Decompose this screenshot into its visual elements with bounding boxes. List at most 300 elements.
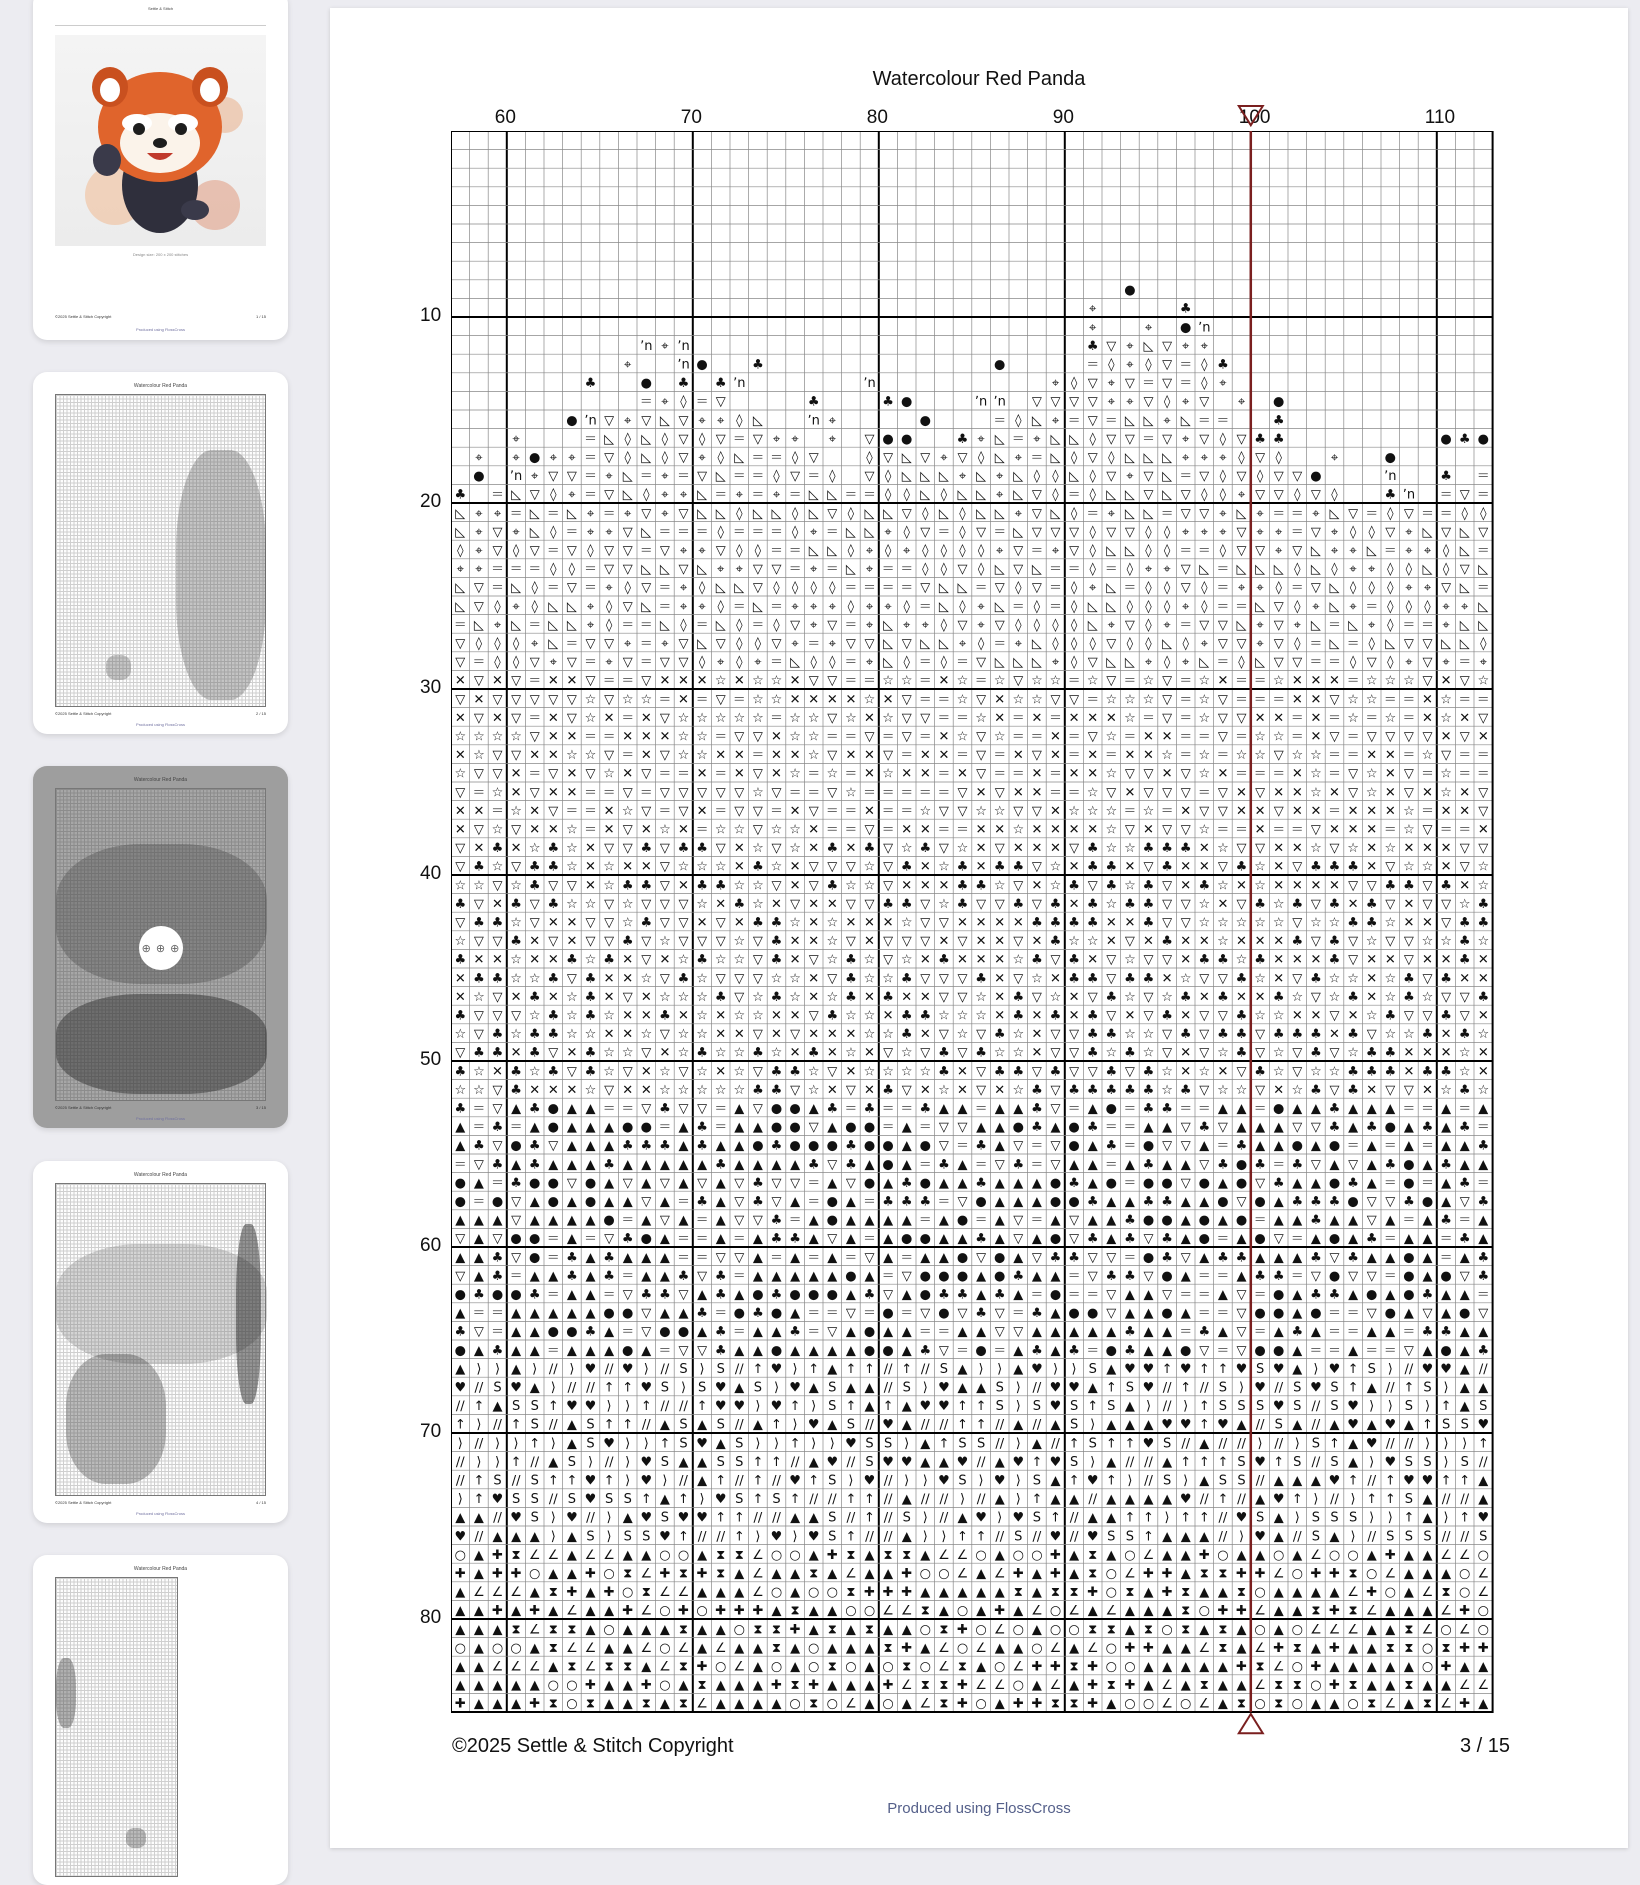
stitch-symbol: ⌖ [679, 487, 688, 503]
stitch-symbol: ♥ [1086, 1529, 1099, 1545]
chart-title: Watercolour Red Panda [872, 68, 1086, 90]
stitch-symbol: ☆ [733, 822, 746, 838]
stitch-symbol: ♣ [510, 1175, 522, 1191]
stitch-symbol: ☆ [528, 971, 541, 987]
more-options-button[interactable]: ⊕ ⊕ ⊕ [139, 926, 183, 970]
stitch-symbol: ☆ [696, 859, 708, 875]
stitch-symbol: ▽ [529, 785, 540, 801]
stitch-symbol: ▽ [1106, 1250, 1117, 1266]
stitch-symbol: ● [1273, 1101, 1285, 1117]
stitch-symbol: ⟩ [457, 1492, 463, 1508]
stitch-symbol: ✚ [957, 1622, 968, 1638]
stitch-symbol: ▽ [1348, 785, 1359, 801]
stitch-symbol: ⌖ [1442, 655, 1450, 671]
stitch-symbol: ◊ [1424, 599, 1431, 615]
stitch-symbol: ＝ [1030, 1138, 1044, 1154]
stitch-symbol: ▲ [1348, 1213, 1359, 1229]
stitch-symbol: ▽ [1199, 803, 1210, 819]
stitch-symbol: ✕ [808, 841, 820, 857]
stitch-symbol: ♣ [621, 878, 634, 894]
stitch-symbol: ▲ [1310, 1585, 1321, 1601]
stitch-symbol: ◊ [884, 487, 892, 503]
stitch-symbol: ▲ [808, 1231, 819, 1247]
stitch-symbol: ▽ [994, 1306, 1005, 1322]
stitch-symbol: ∕∕ [1032, 1380, 1042, 1396]
stitch-symbol: ▲ [1106, 1194, 1117, 1210]
stitch-symbol: ＝ [788, 1213, 802, 1229]
stitch-symbol: ▽ [1459, 1268, 1470, 1284]
stitch-symbol: ▽ [511, 1213, 522, 1229]
stitch-symbol: ✕ [715, 748, 727, 764]
stitch-symbol: ▲ [678, 1213, 689, 1229]
stitch-symbol: ＝ [1420, 1101, 1435, 1117]
stitch-symbol: ♣ [993, 1027, 1006, 1043]
stitch-symbol: ▲ [901, 1696, 912, 1712]
stitch-symbol: ＝ [1402, 617, 1416, 633]
stitch-symbol: ▲ [1329, 1529, 1340, 1545]
stitch-symbol: ☆ [770, 859, 783, 875]
stitch-symbol: ☆ [1272, 729, 1285, 745]
stitch-symbol: ▽ [1106, 785, 1117, 801]
stitch-symbol: ◺ [938, 580, 949, 596]
stitch-symbol: ▲ [511, 1603, 522, 1619]
stitch-symbol: ▲ [1162, 1324, 1173, 1340]
stitch-symbol: ○ [1105, 1659, 1117, 1675]
stitch-symbol: ∕∕ [548, 1492, 558, 1508]
stitch-symbol: ▽ [1162, 357, 1173, 373]
stitch-symbol: S [1293, 1454, 1302, 1470]
stitch-symbol: ▲ [1441, 1194, 1452, 1210]
stitch-symbol: ✕ [547, 1082, 559, 1098]
stitch-symbol: ✕ [1050, 841, 1061, 857]
stitch-symbol: ● [919, 1268, 931, 1284]
stitch-symbol: ✕ [1310, 803, 1322, 819]
stitch-symbol: ▲ [529, 1120, 540, 1136]
stitch-symbol: ＝ [769, 524, 784, 540]
stitch-symbol: ☆ [714, 673, 727, 689]
stitch-symbol: ▽ [492, 692, 503, 708]
stitch-symbol: ▲ [1273, 1473, 1284, 1489]
stitch-symbol: ♥ [1049, 1454, 1062, 1470]
stitch-symbol: S [1423, 1529, 1432, 1545]
stitch-symbol: ✚ [1143, 1566, 1154, 1582]
stitch-symbol: ↑ [566, 1473, 578, 1489]
stitch-symbol: ▲ [1199, 1436, 1210, 1452]
stitch-symbol: ∠ [1105, 1603, 1118, 1619]
stitch-symbol: ▲ [1106, 1231, 1117, 1247]
stitch-symbol: ♥ [1254, 1454, 1266, 1470]
stitch-symbol: ♣ [491, 1157, 504, 1173]
stitch-symbol: ☆ [1105, 766, 1118, 782]
stitch-symbol: ＝ [1420, 766, 1435, 782]
stitch-symbol: ▽ [1031, 580, 1042, 596]
stitch-symbol: ♣ [863, 1101, 876, 1117]
stitch-symbol: ▽ [1162, 376, 1173, 392]
stitch-symbol: ☆ [473, 989, 485, 1005]
stitch-symbol: ＝ [621, 1268, 635, 1284]
stitch-symbol: ▲ [1013, 1175, 1024, 1191]
stitch-symbol: ☆ [956, 1027, 969, 1043]
thumbnail-page-5[interactable] [33, 1555, 288, 1885]
stitch-symbol: ∠ [956, 1566, 969, 1582]
stitch-symbol: ▲ [548, 1306, 559, 1322]
stitch-symbol: ▲ [511, 1529, 522, 1545]
stitch-symbol: ▽ [1217, 636, 1228, 652]
stitch-symbol: ♣ [1347, 1082, 1359, 1098]
stitch-symbol: ● [1310, 469, 1322, 485]
stitch-symbol: ◊ [1442, 543, 1450, 559]
stitch-symbol: ◊ [903, 599, 910, 615]
stitch-symbol: ☆ [1254, 729, 1266, 745]
stitch-symbol: ♣ [547, 1008, 560, 1024]
stitch-symbol: ☆ [621, 896, 634, 912]
stitch-symbol: ☆ [1198, 896, 1211, 912]
thumb-page-number: 1 / 15 [255, 314, 266, 319]
stitch-symbol: ☆ [491, 729, 504, 745]
stitch-symbol: ＝ [1160, 506, 1174, 522]
stitch-symbol: ✚ [640, 1678, 652, 1694]
stitch-symbol: ✚ [510, 1566, 522, 1582]
stitch-symbol: ▲ [511, 1696, 522, 1712]
stitch-symbol: ▽ [976, 1250, 987, 1266]
stitch-symbol: ◺ [1329, 599, 1340, 615]
stitch-symbol: ● [826, 1138, 838, 1154]
stitch-symbol: ● [1328, 1175, 1341, 1191]
stitch-symbol: ☆ [789, 989, 801, 1005]
stitch-symbol: ✕ [919, 989, 931, 1005]
stitch-symbol: ⧗ [1348, 1603, 1358, 1619]
stitch-symbol: ✕ [994, 822, 1006, 838]
stitch-symbol: ＝ [844, 1250, 858, 1266]
stitch-symbol: ＝ [1365, 506, 1379, 522]
stitch-symbol: ⟩ [1164, 1510, 1170, 1526]
stitch-symbol: ✕ [957, 952, 968, 968]
stitch-symbol: ▲ [1441, 1175, 1452, 1191]
stitch-symbol: ♣ [1161, 1250, 1173, 1266]
stitch-symbol: ▽ [548, 1138, 559, 1154]
stitch-symbol: ✕ [938, 748, 950, 764]
stitch-symbol: ▲ [1217, 1287, 1228, 1303]
stitch-symbol: ✚ [1273, 1640, 1285, 1656]
stitch-symbol: ▽ [1236, 1194, 1247, 1210]
thumb-shading [126, 1828, 146, 1848]
stitch-symbol: ▲ [827, 1678, 838, 1694]
stitch-symbol: ▲ [1329, 1417, 1340, 1433]
stitch-symbol: ∕∕ [1218, 1529, 1228, 1545]
stitch-symbol: ▽ [1292, 1120, 1303, 1136]
stitch-symbol: ♣ [1328, 1194, 1341, 1210]
stitch-symbol: ♣ [752, 859, 764, 875]
stitch-symbol: ✚ [1459, 1640, 1471, 1656]
thumbnail-page-2[interactable] [33, 372, 288, 734]
stitch-symbol: ∕∕ [1367, 1473, 1377, 1489]
stitch-symbol: ＝ [1216, 822, 1230, 838]
stitch-symbol: S [642, 1529, 651, 1545]
stitch-symbol: ▲ [1422, 1510, 1433, 1526]
stitch-symbol: ⌖ [661, 338, 669, 354]
stitch-symbol: ▽ [734, 989, 745, 1005]
stitch-symbol: ♣ [770, 952, 783, 968]
stitch-symbol: ♣ [454, 1101, 467, 1117]
stitch-symbol: ▽ [641, 1101, 652, 1117]
stitch-symbol: ▲ [511, 1343, 522, 1359]
stitch-symbol: ♣ [1068, 1082, 1080, 1098]
stitch-symbol: ♣ [1235, 1008, 1248, 1024]
stitch-symbol: ▽ [1199, 1157, 1210, 1173]
stitch-symbol: ⌖ [493, 506, 502, 522]
stitch-symbol: ◊ [847, 506, 855, 522]
stitch-symbol: ＝ [1030, 1213, 1044, 1229]
stitch-symbol: S [1479, 1529, 1488, 1545]
stitch-symbol: ▽ [1031, 748, 1042, 764]
stitch-symbol: ☆ [566, 748, 578, 764]
stitch-symbol: ▽ [548, 692, 559, 708]
stitch-symbol: ⌖ [865, 655, 874, 671]
stitch-symbol: ▲ [845, 1231, 856, 1247]
stitch-symbol: ♥ [1421, 1361, 1434, 1377]
stitch-symbol: ▽ [771, 1194, 782, 1210]
stitch-symbol: ↑ [1180, 1510, 1192, 1526]
stitch-symbol: ▲ [473, 1603, 484, 1619]
stitch-symbol: ▽ [827, 710, 838, 726]
stitch-symbol: ♣ [1310, 1082, 1322, 1098]
stitch-symbol: ☆ [845, 878, 857, 894]
stitch-symbol: ◊ [791, 506, 799, 522]
stitch-symbol: ▽ [1087, 413, 1098, 429]
stitch-symbol: ✕ [789, 1008, 801, 1024]
thumb-title: Watercolour Red Panda [133, 1566, 188, 1572]
stitch-symbol: ＝ [1086, 692, 1100, 708]
stitch-symbol: ▽ [492, 1008, 503, 1024]
stitch-symbol: ⌖ [549, 655, 557, 671]
stitch-symbol: ● [1254, 1343, 1266, 1359]
stitch-symbol: ▽ [920, 915, 931, 931]
stitch-symbol: ▽ [883, 450, 894, 466]
stitch-symbol: ▲ [529, 1585, 540, 1601]
stitch-symbol: ♣ [1421, 1324, 1434, 1340]
stitch-symbol: ♣ [1403, 1194, 1415, 1210]
stitch-symbol: ＝ [1253, 1324, 1267, 1340]
stitch-symbol: ○ [863, 1603, 876, 1619]
stitch-symbol: ● [919, 1231, 931, 1247]
stitch-symbol: ♣ [1458, 915, 1471, 931]
stitch-symbol: ▲ [1385, 1101, 1396, 1117]
stitch-symbol: ▲ [604, 1194, 615, 1210]
stitch-symbol: ▲ [1255, 1120, 1266, 1136]
stitch-symbol: ▽ [790, 469, 801, 485]
stitch-symbol: ✕ [919, 859, 931, 875]
stitch-symbol: ▽ [604, 915, 615, 931]
stitch-symbol: ○ [659, 1603, 671, 1619]
stitch-symbol: ▽ [957, 1045, 968, 1061]
stitch-symbol: ▲ [1292, 1473, 1303, 1489]
stitch-symbol: ▲ [566, 1529, 577, 1545]
stitch-symbol: ◊ [1405, 562, 1413, 578]
stitch-symbol: ▲ [1403, 1306, 1414, 1322]
stitch-symbol: ✚ [492, 1603, 503, 1619]
stitch-symbol: ◺ [1329, 506, 1340, 522]
stitch-symbol: ▽ [920, 580, 931, 596]
stitch-symbol: ▲ [1459, 1324, 1470, 1340]
stitch-symbol: S [679, 1417, 688, 1433]
stitch-symbol: ʼn [677, 338, 690, 354]
stitch-symbol: ☆ [1161, 1064, 1173, 1080]
stitch-symbol: ▲ [1031, 1175, 1042, 1191]
stitch-symbol: ∕∕ [883, 1361, 893, 1377]
thumbnail-page-3-selected[interactable] [33, 766, 288, 1128]
stitch-symbol: ● [863, 1343, 876, 1359]
stitch-symbol: ♥ [826, 1454, 839, 1470]
stitch-symbol: ♣ [1068, 915, 1080, 931]
stitch-symbol: ▲ [604, 1640, 615, 1656]
stitch-symbol: ✚ [994, 1603, 1006, 1619]
stitch-symbol: ◺ [790, 655, 801, 671]
stitch-symbol: ⧗ [511, 1547, 521, 1563]
stitch-symbol: ＝ [472, 655, 486, 671]
stitch-symbol: ＝ [788, 487, 802, 503]
stitch-symbol: ✚ [1124, 1640, 1136, 1656]
stitch-symbol: ⌖ [1312, 506, 1320, 522]
stitch-symbol: ▲ [1162, 1492, 1173, 1508]
stitch-symbol: ◊ [550, 487, 557, 503]
stitch-symbol: ◊ [791, 524, 799, 540]
stitch-symbol: ✕ [492, 1064, 503, 1080]
stitch-symbol: ⧗ [1348, 1566, 1358, 1582]
stitch-symbol: ● [1459, 1306, 1471, 1322]
stitch-symbol: ☆ [1105, 896, 1118, 912]
stitch-symbol: ⌖ [1219, 376, 1227, 392]
stitch-symbol: ▽ [1255, 841, 1266, 857]
stitch-symbol: ＝ [695, 822, 709, 838]
stitch-symbol: ♣ [1031, 1343, 1043, 1359]
stitch-symbol: ▲ [622, 1157, 633, 1173]
stitch-symbol: ＝ [621, 748, 635, 764]
stitch-symbol: ＝ [732, 1324, 746, 1340]
stitch-symbol: ▲ [864, 1268, 875, 1284]
stitch-symbol: ∕∕ [846, 1510, 856, 1526]
stitch-symbol: ● [1384, 1306, 1396, 1322]
stitch-symbol: ▲ [938, 1175, 949, 1191]
stitch-symbol: ＝ [639, 394, 653, 410]
stitch-symbol: ⌖ [475, 562, 483, 578]
stitch-symbol: ▲ [622, 1622, 633, 1638]
stitch-symbol: S [530, 1492, 539, 1508]
stitch-symbol: ▽ [1292, 469, 1303, 485]
stitch-symbol: ☆ [826, 766, 839, 782]
stitch-symbol: S [623, 1492, 632, 1508]
stitch-symbol: ● [454, 1287, 466, 1303]
stitch-symbol: ▲ [622, 1696, 633, 1712]
stitch-symbol: ▲ [455, 1659, 466, 1675]
stitch-symbol: ✕ [510, 1045, 522, 1061]
stitch-symbol: ♣ [621, 1138, 634, 1154]
stitch-symbol: ＝ [583, 580, 598, 596]
stitch-symbol: S [1293, 1380, 1302, 1396]
stitch-symbol: ▲ [1292, 1213, 1303, 1229]
stitch-symbol: ☆ [752, 989, 764, 1005]
thumbnail-page-1[interactable] [33, 0, 288, 340]
stitch-symbol: ☆ [1235, 1082, 1248, 1098]
stitch-symbol: ▽ [604, 748, 615, 764]
stitch-symbol: ✚ [566, 1585, 578, 1601]
stitch-symbol: ⟩ [829, 1436, 835, 1452]
stitch-symbol: ✕ [1143, 748, 1154, 764]
stitch-symbol: ⌖ [624, 413, 632, 429]
stitch-symbol: ✕ [1329, 878, 1340, 894]
stitch-symbol: ✚ [1329, 1566, 1340, 1582]
stitch-symbol: ☆ [956, 692, 969, 708]
stitch-symbol: ↑ [454, 1417, 466, 1433]
stitch-symbol: ▽ [492, 524, 503, 540]
stitch-symbol: ☆ [1105, 1045, 1118, 1061]
stitch-symbol: ♣ [1477, 989, 1490, 1005]
stitch-symbol: ● [677, 1324, 690, 1340]
stitch-symbol: ⟩ [1313, 1492, 1319, 1508]
stitch-symbol: ▽ [678, 562, 689, 578]
stitch-symbol: ▽ [976, 1064, 987, 1080]
stitch-symbol: ▲ [920, 1640, 931, 1656]
stitch-symbol: ∠ [491, 1659, 504, 1675]
stitch-symbol: ✕ [1217, 896, 1229, 912]
stitch-symbol: ▲ [678, 1175, 689, 1191]
stitch-symbol: ⧗ [827, 1622, 837, 1638]
stitch-symbol: ⌖ [661, 487, 669, 503]
stitch-symbol: ✕ [622, 766, 634, 782]
stitch-symbol: ▲ [585, 1101, 596, 1117]
stitch-symbol: ○ [956, 1640, 969, 1656]
stitch-symbol: ▽ [1441, 915, 1452, 931]
stitch-symbol: ∠ [603, 1547, 615, 1563]
stitch-symbol: ＝ [955, 710, 970, 726]
stitch-symbol: ⧗ [1088, 1622, 1098, 1638]
stitch-symbol: ☆ [975, 1008, 987, 1024]
thumb-page-number: 3 / 15 [255, 1105, 266, 1110]
stitch-symbol: ▽ [1124, 617, 1135, 633]
stitch-symbol: ⧗ [623, 1566, 633, 1582]
stitch-symbol: ○ [1459, 1566, 1471, 1582]
stitch-symbol: ✕ [492, 952, 503, 968]
stitch-symbol: ＝ [695, 1231, 709, 1247]
stitch-symbol: ▽ [548, 469, 559, 485]
stitch-symbol: ✕ [547, 748, 559, 764]
stitch-symbol: ◊ [922, 506, 929, 522]
stitch-symbol: ＝ [676, 1231, 691, 1247]
stitch-symbol: ＝ [862, 487, 877, 503]
stitch-symbol: ∕∕ [939, 1417, 949, 1433]
produced-using-link[interactable]: Produced using FlossCross [887, 1800, 1071, 1817]
stitch-symbol: ＝ [583, 562, 598, 578]
stitch-symbol: ▽ [566, 1064, 577, 1080]
stitch-symbol: ▲ [1013, 1194, 1024, 1210]
stitch-symbol: ▽ [1403, 1082, 1414, 1098]
stitch-symbol: ☆ [1086, 934, 1099, 950]
stitch-symbol: ▲ [994, 1213, 1005, 1229]
stitch-symbol: ♣ [510, 1082, 522, 1098]
thumb-divider [55, 25, 266, 26]
stitch-symbol: ▲ [1236, 1417, 1247, 1433]
thumbnail-page-4[interactable] [33, 1161, 288, 1523]
stitch-symbol: ▲ [622, 1510, 633, 1526]
stitch-symbol: ▲ [529, 1343, 540, 1359]
stitch-symbol: ＝ [1476, 543, 1490, 559]
stitch-symbol: ⧗ [846, 1547, 856, 1563]
stitch-symbol: ◊ [940, 562, 948, 578]
stitch-symbol: ▽ [1050, 1027, 1061, 1043]
stitch-symbol: ✚ [882, 1585, 894, 1601]
stitch-symbol: ✕ [603, 1027, 615, 1043]
stitch-symbol: ☆ [1384, 915, 1397, 931]
stitch-symbol: ♣ [1086, 1045, 1099, 1061]
